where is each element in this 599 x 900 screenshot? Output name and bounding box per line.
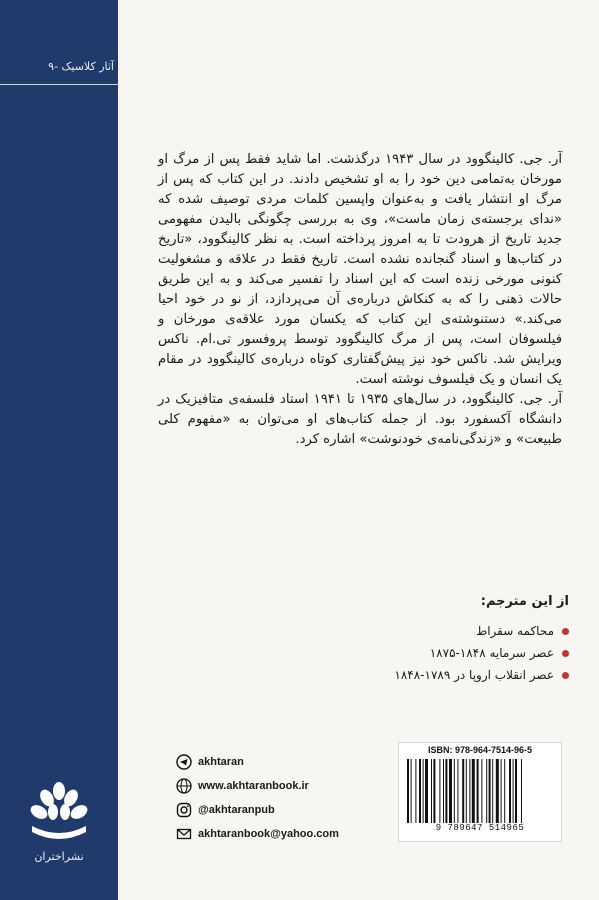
barcode [398, 742, 562, 842]
telegram-icon [176, 754, 192, 770]
barcode-number: 9 789647 514965 [435, 823, 525, 833]
publisher-name: نشراختران [34, 850, 84, 863]
contact-telegram[interactable]: akhtaran [176, 752, 396, 772]
translator-heading: از این مترجم: [480, 594, 569, 609]
contact-instagram[interactable]: @akhtaranpub [176, 800, 396, 820]
spine-divider [0, 84, 118, 85]
instagram-icon [176, 802, 192, 818]
list-item: عصر انقلاب اروپا در ۱۷۸۹-۱۸۴۸ [309, 664, 569, 686]
isbn-label: ISBN: 978-964-7514-96-5 [427, 745, 533, 755]
contact-website[interactable]: www.akhtaranbook.ir [176, 776, 396, 796]
list-item: محاکمه سقراط [309, 620, 569, 642]
book-spine [0, 0, 118, 900]
list-item: عصر سرمایه ۱۸۴۸-۱۸۷۵ [309, 642, 569, 664]
description-paragraph-2: آر. جی. کالینگوود، در سال‌های ۱۹۳۵ تا ۱۹۴۱ استاد فلسفه‌ی متافیزیک در دانشگاه آکسفورد بود. از جمله کتاب‌های او می‌توان به «مفهوم کلی طبیعت» و «زندگی‌نامه‌ی خودنوشت» اشاره کرد. [158, 392, 562, 447]
globe-icon [176, 778, 192, 794]
email-icon [176, 826, 192, 842]
book-description [158, 150, 562, 450]
bullet-icon [562, 672, 569, 679]
description-paragraph-1: آر. جی. کالینگوود در سال ۱۹۴۳ درگذشت. اما شاید فقط پس از مرگ او مورخان به‌تمامی دین خود را به او تشخیص دادند. در این کتاب که پس از مرگ او انتشار یافت و به‌عنوان واپسین کلمات مردی توصیف شده که «ندای برجسته‌ی زمان ماست»، وی به بررسی چگونگی بالیدن مفهومی جدید تاریخ از هرودت تا به امروز پرداخته است. به نظر کالینگوود، «تاریخ در کتاب‌ها و اسناد گنجانده نشده است. تاریخ فقط در علاقه و مشغولیت کنونی مورخی زنده است که این اسناد را تفسیر می‌کند و به این طریق حالات ذهنی را که به کنکاش درباره‌ی آن می‌پردازد، از نو در خود احیا می‌کند.» دستنوشته‌ی این کتاب که یکسان مورد علاقه‌ی مورخان و فیلسوفان است، پس از مرگ کالینگوود توسط پروفسور تی.ام. ناکس ویرایش شد. ناکس خود نیز پیش‌گفتاری کوتاه درباره‌ی کالینگوود در مقام یک انسان و یک فیلسوف نوشته است. [158, 152, 562, 387]
bullet-icon [562, 628, 569, 635]
barcode-bars-icon [405, 759, 555, 823]
translator-works-list [309, 620, 569, 686]
publisher-logo-icon [28, 778, 90, 848]
contact-email[interactable]: akhtaranbook@yahoo.com [176, 824, 396, 844]
bullet-icon [562, 650, 569, 657]
series-title: آثار کلاسیک -۹ [48, 60, 114, 73]
